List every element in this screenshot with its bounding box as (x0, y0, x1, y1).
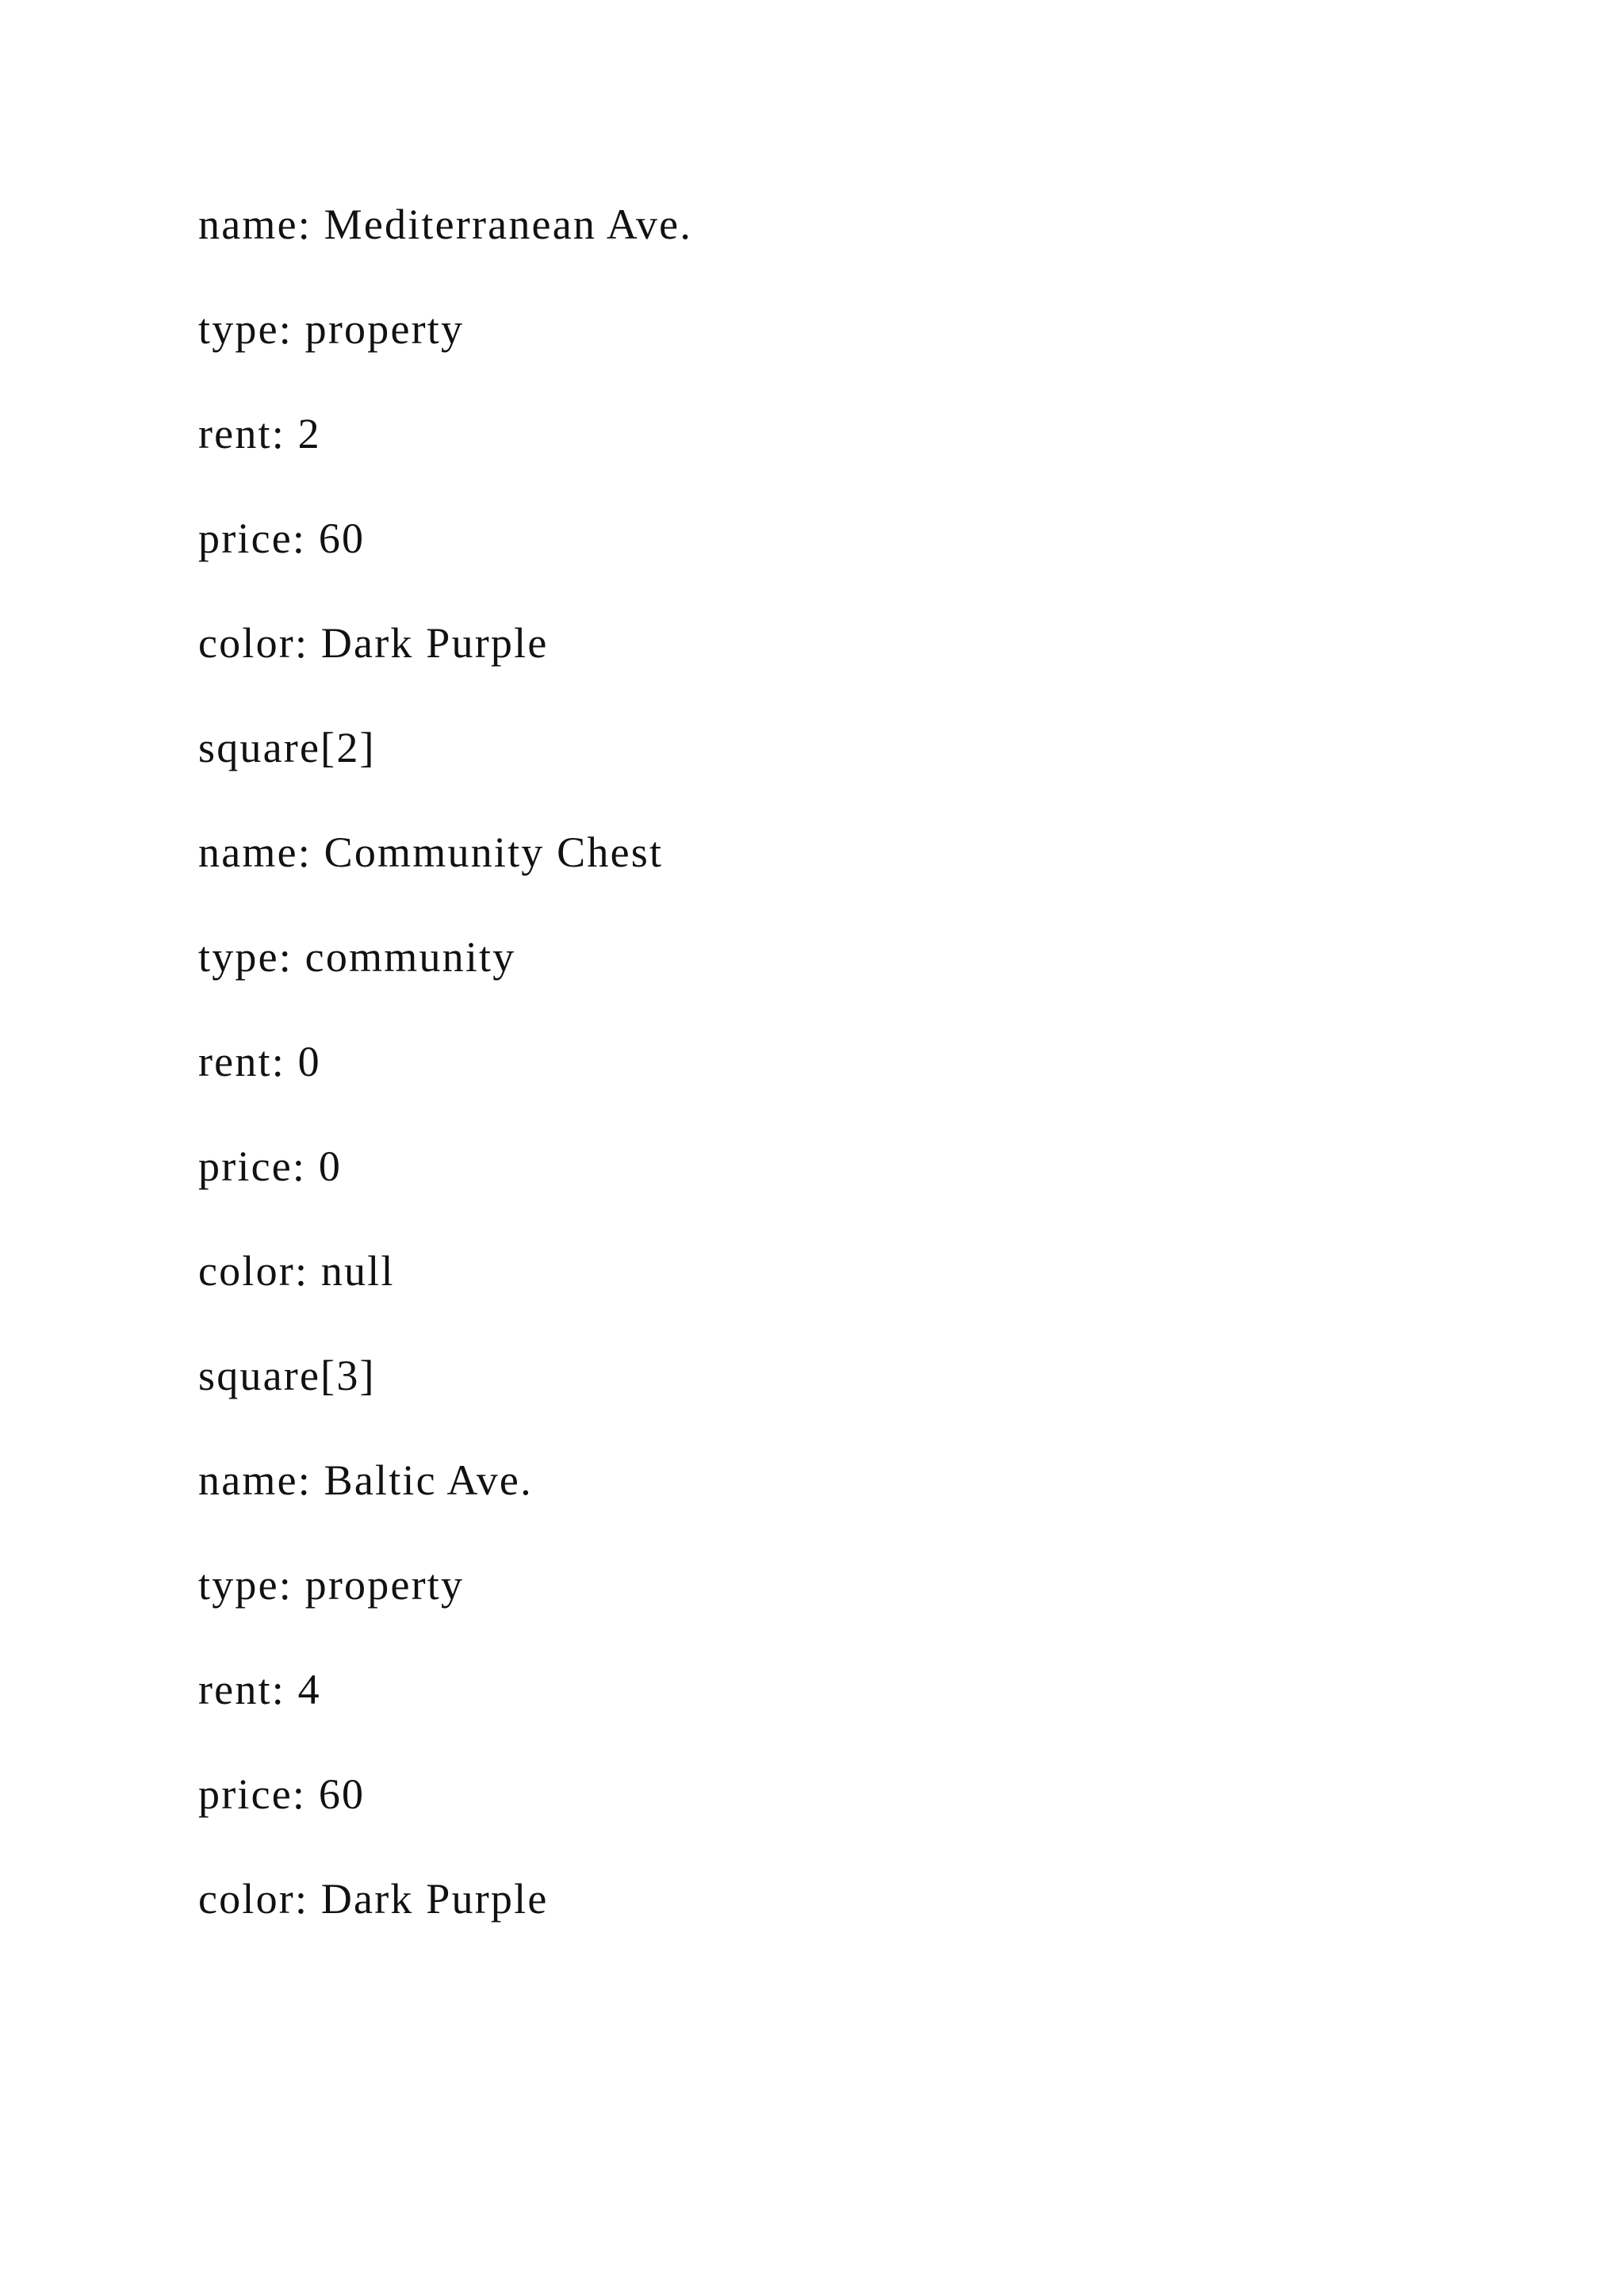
line-type-community: type: community (198, 933, 516, 981)
line-color-dark-purple-2: color: Dark Purple (198, 1875, 549, 1923)
line-square-2: square[2] (198, 724, 376, 771)
line-color-dark-purple-1: color: Dark Purple (198, 619, 549, 667)
line-color-null: color: null (198, 1247, 395, 1295)
line-price-60-1: price: 60 (198, 515, 366, 562)
line-price-0: price: 0 (198, 1142, 343, 1190)
line-square-3: square[3] (198, 1352, 376, 1399)
line-rent-2: rent: 2 (198, 410, 321, 457)
line-name-community-chest: name: Community Chest (198, 828, 664, 876)
line-rent-4: rent: 4 (198, 1666, 321, 1713)
line-rent-0: rent: 0 (198, 1038, 321, 1085)
line-price-60-2: price: 60 (198, 1770, 366, 1818)
document-text-block (198, 189, 692, 1968)
line-type-property-2: type: property (198, 1561, 465, 1609)
line-name-mediterranean: name: Mediterranean Ave. (198, 201, 693, 248)
line-type-property-1: type: property (198, 305, 465, 353)
line-name-baltic: name: Baltic Ave. (198, 1456, 533, 1504)
